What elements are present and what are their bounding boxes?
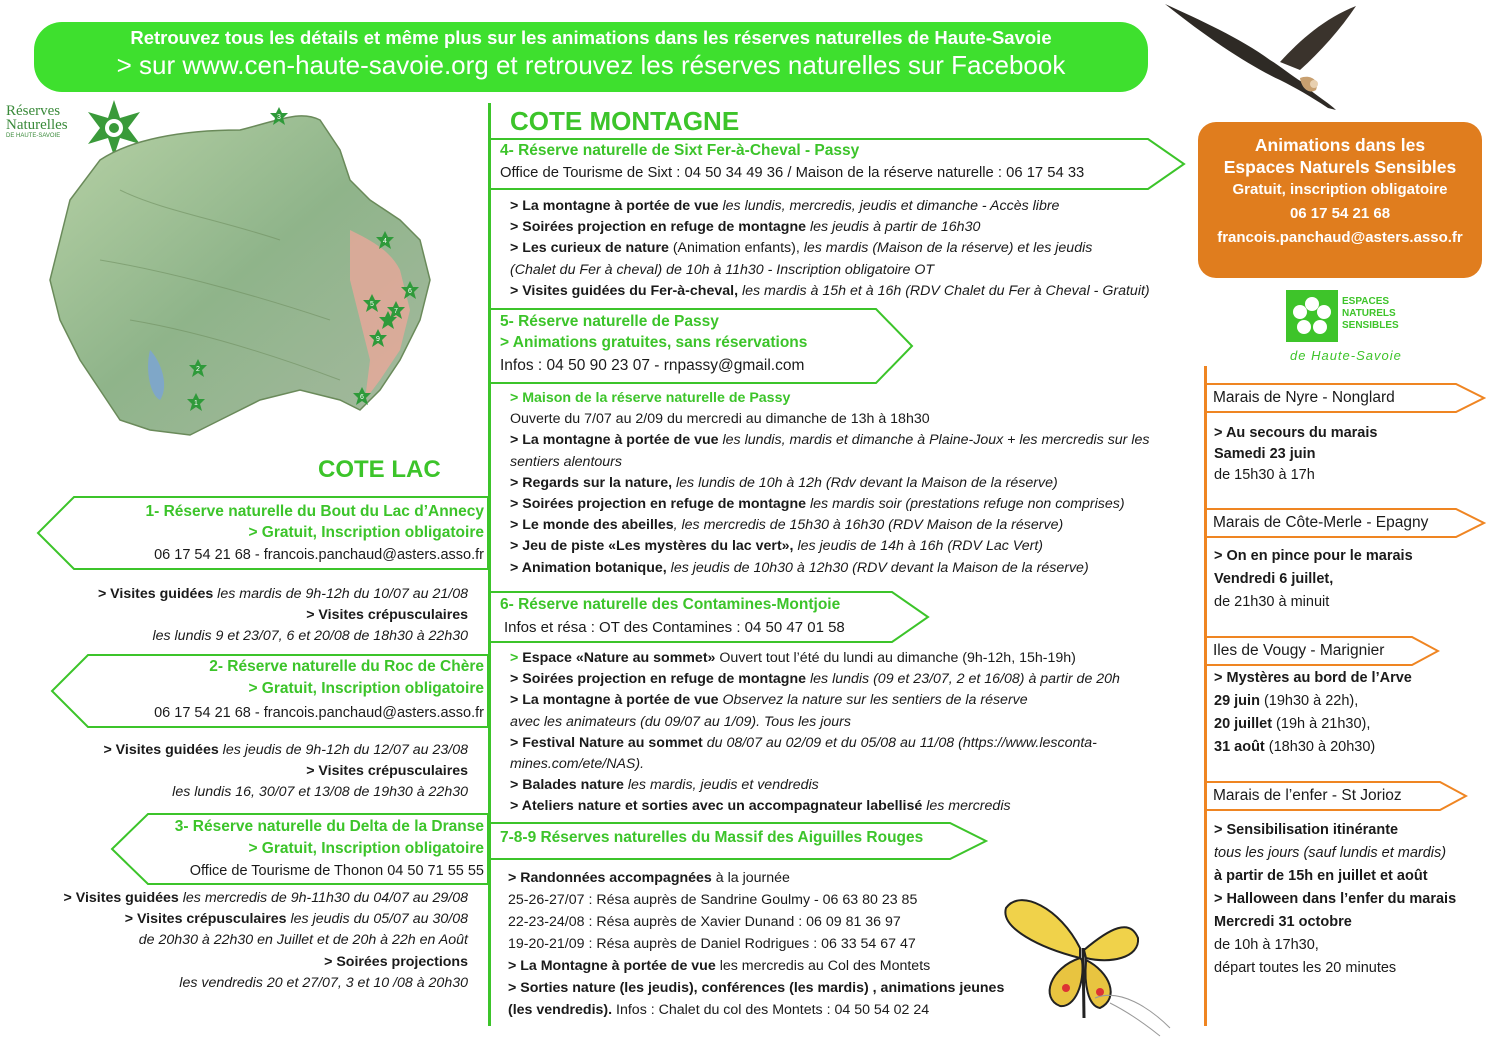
map-marker-label: 6 — [408, 288, 412, 295]
activity-text: 25-26-27/07 : Résa auprès de Sandrine Goulmy - 06 63 80 23 85 — [508, 892, 918, 908]
map-marker-label: 5 — [370, 301, 374, 308]
activity-line — [510, 430, 1149, 451]
activity-text: > Sorties nature (les jeudis), conférences (les mardis) , animations jeunes — [508, 980, 1005, 996]
activity-line — [510, 775, 1120, 796]
reserve-3-title: 3- Réserve naturelle du Delta de la Dranse — [174, 818, 484, 835]
activity-line — [1214, 842, 1456, 865]
activity-line — [508, 977, 1004, 999]
activity-line — [508, 955, 1004, 977]
swallowtail-butterfly-illustration — [1000, 888, 1190, 1038]
activity-line: > Visites crépusculaires — [306, 763, 468, 780]
reserve-4-contact: Office de Tourisme de Sixt : 04 50 34 49 36 / Maison de la réserve naturelle : 06 17 54 33 — [500, 165, 1085, 181]
activity-text: > Maison de la réserve naturelle de Passy — [510, 390, 791, 406]
top-banner — [34, 22, 1148, 92]
activity-line — [510, 733, 1120, 754]
activity-text: > Balades nature — [510, 777, 624, 794]
activity-line — [1214, 888, 1456, 911]
activity-text: de 21h30 à minuit — [1214, 594, 1330, 610]
reserve-1-activities — [98, 584, 468, 648]
map-marker-label: 1 — [194, 400, 198, 407]
reserve-1-contact: 06 17 54 21 68 - francois.panchaud@asters.asso.fr — [154, 547, 484, 563]
activity-line — [508, 911, 1004, 933]
ens-logo-line-4: de Haute-Savoie — [1290, 348, 1402, 363]
activity-text: 22-23-24/08 : Résa auprès de Xavier Dunand : 06 09 81 36 97 — [508, 914, 901, 930]
reserve-1-title: 1- Réserve naturelle du Bout du Lac d’Annecy — [145, 503, 484, 520]
activity-text: Samedi 23 juin — [1214, 446, 1316, 462]
reserve-4-header — [488, 137, 1188, 191]
marais-4-title: Marais de l’enfer - St Jorioz — [1213, 787, 1402, 804]
activity-text: > On en pince pour le marais — [1214, 548, 1413, 564]
activity-text: > Festival Nature au sommet — [510, 734, 703, 751]
activity-text: > La montagne à portée de vue — [510, 198, 719, 214]
logo-text-2: Naturelles — [6, 117, 68, 133]
activity-text: les mercredis — [922, 798, 1011, 815]
activity-text: les mardis soir (prestations refuge non comprises) — [806, 496, 1125, 513]
banner-line-1: Retrouvez tous les détails et même plus sur les animations dans les réserves naturelles de Haute-Savoie — [130, 27, 1052, 48]
map-marker-label: 9 — [376, 336, 380, 343]
activity-text: > Ateliers nature et sorties avec un accompagnateur labellisé — [510, 798, 923, 815]
activity-text: 31 août — [1214, 739, 1265, 755]
activity-text: > La Montagne à portée de vue — [508, 958, 716, 974]
activity-line — [508, 889, 1004, 911]
ens-column-divider — [1204, 366, 1207, 1026]
reserve-2-sub: > Gratuit, Inscription obligatoire — [248, 680, 484, 697]
activity-text: > Soirées projection en refuge de montagne — [510, 671, 807, 688]
activity-text: les mercredis au Col des Montets — [715, 958, 931, 974]
reserve-3-contact: Office de Tourisme de Thonon 04 50 71 55 55 — [189, 863, 484, 879]
activity-text: > Randonnées accompagnées — [508, 870, 712, 886]
activity-line — [510, 196, 1150, 217]
activity-text: tous les jours (sauf lundis et mardis) — [1214, 845, 1447, 861]
reserve-1-sub: > Gratuit, Inscription obligatoire — [248, 524, 484, 541]
activity-line — [510, 217, 1150, 238]
ens-flower-icon — [1286, 290, 1338, 342]
activity-line — [510, 281, 1150, 302]
activity-text: > Halloween dans l’enfer du marais — [1214, 891, 1457, 907]
marais-1-activities — [1214, 423, 1377, 486]
marais-1-header — [1204, 382, 1486, 414]
activity-line — [1214, 865, 1456, 888]
banner-website-line[interactable]: > sur www.cen-haute-savoie.org et retrouvez les réserves naturelles sur Facebook — [116, 50, 1066, 80]
activity-line — [510, 388, 1149, 409]
activity-line — [510, 648, 1120, 669]
activity-line: les lundis 9 et 23/07, 6 et 20/08 de 18h30 à 22h30 — [152, 628, 468, 645]
activity-line: > Visites guidées les mercredis de 9h-11h30 du 04/07 au 29/08 — [63, 890, 468, 906]
marais-3-title: Iles de Vougy - Marignier — [1213, 642, 1385, 659]
activity-line — [510, 754, 1120, 775]
ens-box-line-1: Gratuit, inscription obligatoire — [1232, 181, 1448, 198]
reserve-789-activities — [508, 867, 1004, 1021]
activity-text: > Le monde des abeilles — [510, 517, 674, 534]
activity-text: sentiers alentours — [510, 453, 622, 470]
activity-text: > Les curieux de nature — [510, 240, 669, 257]
activity-text: , les mercredis de 15h30 à 16h30 (RDV Maison de la réserve) — [673, 517, 1064, 534]
marais-3-activities — [1214, 667, 1412, 759]
activity-text: de 15h30 à 17h — [1214, 467, 1315, 483]
activity-line: > Visites crépusculaires — [306, 607, 468, 624]
activity-line — [1214, 545, 1413, 568]
activity-line — [1214, 591, 1413, 614]
activity-line — [1214, 934, 1456, 957]
activity-text: > Visites guidées du Fer-à-cheval, — [510, 282, 739, 299]
activity-text: les jeudis de 10h30 à 12h30 (RDV devant la Maison de la réserve) — [666, 559, 1089, 576]
activity-text: > Mystères au bord de l’Arve — [1214, 670, 1412, 686]
activity-line — [1214, 713, 1412, 736]
activity-text: > Sensibilisation itinérante — [1214, 822, 1399, 838]
ens-logo-line-2: NATURELS — [1342, 308, 1396, 319]
activity-text: Infos : Chalet du col des Montets : 04 50 54 02 24 — [612, 1002, 930, 1018]
logo-text-1: Réserves — [6, 103, 61, 119]
ens-logo-line-1: ESPACES — [1342, 296, 1390, 307]
ens-box-line-2: 06 17 54 21 68 — [1289, 205, 1391, 222]
reserve-2-contact: 06 17 54 21 68 - francois.panchaud@asters.asso.fr — [154, 705, 484, 721]
activity-text: (19h à 21h30), — [1272, 716, 1371, 732]
map-marker-label: 4 — [383, 238, 387, 245]
reserve-3-activities — [64, 888, 468, 994]
activity-line — [510, 690, 1120, 711]
activity-text: 20 juillet — [1214, 716, 1273, 732]
activity-line — [1214, 911, 1456, 934]
activity-text: > La montagne à portée de vue — [510, 692, 719, 709]
activity-text: les jeudis de 14h à 16h (RDV Lac Vert) — [793, 538, 1043, 555]
activity-line — [510, 796, 1120, 817]
reserve-6-contact: Infos et résa : OT des Contamines : 04 50 47 01 58 — [504, 619, 845, 636]
activity-line: les vendredis 20 et 27/07, 3 et 10 /08 à 20h30 — [179, 974, 468, 991]
activity-text: mines.com/ete/NAS). — [510, 756, 645, 773]
activity-line — [510, 494, 1149, 515]
activity-text: à la journée — [711, 870, 790, 886]
reserve-2-activities — [103, 740, 468, 804]
reserve-2-title: 2- Réserve naturelle du Roc de Chère — [209, 658, 484, 675]
activity-text: Espace «Nature au sommet» — [522, 650, 716, 666]
reserve-3-header — [108, 812, 490, 886]
activity-line — [510, 515, 1149, 536]
activity-text: les lundis (09 et 23/07, 2 et 16/08) à partir de 20h — [806, 671, 1120, 688]
activity-line — [508, 933, 1004, 955]
marais-3-header — [1204, 635, 1440, 667]
reserve-789-title: 7-8-9 Réserves naturelles du Massif des Aiguilles Rouges — [500, 829, 924, 846]
activity-line — [510, 473, 1149, 494]
reserve-5-header — [488, 307, 914, 385]
activity-text: les jeudis à partir de 16h30 — [806, 219, 981, 236]
activity-text: les lundis, mardis et dimanche à Plaine-Joux + les mercredis sur les — [718, 432, 1150, 449]
reserve-789-header — [488, 821, 988, 861]
activity-text: Mercredi 31 octobre — [1214, 914, 1352, 930]
reserve-6-title: 6- Réserve naturelle des Contamines-Montjoie — [500, 596, 841, 613]
activity-text: (Animation enfants), — [668, 240, 804, 257]
activity-line — [510, 558, 1149, 579]
marais-2-activities — [1214, 545, 1413, 614]
activity-text: les mardis (Maison de la réserve) et les jeudis — [803, 240, 1093, 257]
activity-text: les lundis de 10h à 12h (Rdv devant la Maison de la réserve) — [672, 474, 1058, 491]
activity-text: Ouverte du 7/07 au 2/09 du mercredi au dimanche de 13h à 18h30 — [510, 411, 930, 428]
activity-line: > Visites crépusculaires les jeudis du 05/07 au 30/08 — [124, 911, 468, 928]
activity-line — [510, 238, 1150, 259]
activity-line — [1214, 568, 1413, 591]
activity-text: à partir de 15h en juillet et août — [1214, 868, 1428, 884]
activity-line — [510, 712, 1120, 733]
reserve-2-header — [48, 653, 490, 729]
activity-line: > Soirées projections — [324, 953, 468, 970]
marais-4-header — [1204, 780, 1468, 812]
reserve-4-activities — [510, 196, 1150, 302]
activity-text: 19-20-21/09 : Résa auprès de Daniel Rodrigues : 06 33 54 67 47 — [508, 936, 916, 952]
cote-lac-title: COTE LAC — [318, 456, 441, 483]
reserve-6-activities — [510, 648, 1120, 818]
activity-text: Ouvert tout l’été du lundi au dimanche (9h-12h, 15h-19h) — [715, 650, 1076, 666]
activity-text: > La montagne à portée de vue — [510, 432, 719, 449]
map-marker-label: 3 — [277, 114, 281, 121]
map-marker-label: 6 — [360, 394, 364, 401]
activity-line — [510, 452, 1149, 473]
activity-text: > Au secours du marais — [1214, 425, 1378, 441]
activity-text: avec les animateurs (du 09/07 au 1/09). Tous les jours — [510, 713, 851, 730]
reserve-5-title: 5- Réserve naturelle de Passy — [500, 313, 719, 330]
activity-line — [510, 536, 1149, 557]
activity-line — [1214, 736, 1412, 759]
activity-line — [510, 669, 1120, 690]
map-marker-label: 7 — [394, 308, 398, 315]
activity-text: les lundis, mercredis, jeudis et dimanche - Accès libre — [718, 198, 1060, 214]
activity-text: > Regards sur la nature, — [510, 474, 673, 491]
reserve-4-title: 4- Réserve naturelle de Sixt Fer-à-Cheval - Passy — [500, 142, 860, 159]
activity-text: du 08/07 au 02/09 et du 05/08 au 11/08 (https://www.lesconta- — [702, 734, 1097, 751]
activity-text: départ toutes les 20 minutes — [1214, 960, 1397, 976]
activity-line: > Visites guidées les jeudis de 9h-12h du 12/07 au 23/08 — [103, 742, 468, 758]
activity-line: de 20h30 à 22h30 en Juillet et de 20h à 22h en Août — [138, 932, 468, 949]
activity-line — [508, 867, 1004, 889]
reserve-5-sub: > Animations gratuites, sans réservations — [500, 334, 808, 351]
activity-line — [1214, 667, 1412, 690]
ens-logo — [1284, 290, 1424, 364]
activity-line: > Visites guidées les mardis de 9h-12h du 10/07 au 21/08 — [97, 586, 468, 602]
activity-text: (18h30 à 20h30) — [1264, 739, 1376, 755]
logo-text-3: DE HAUTE-SAVOIE — [6, 133, 61, 139]
activity-line — [1214, 819, 1456, 842]
reserve-5-activities — [510, 388, 1149, 579]
marais-4-activities — [1214, 819, 1456, 980]
marais-2-title: Marais de Côte-Merle - Epagny — [1213, 514, 1429, 531]
activity-text: (les vendredis). — [508, 1002, 613, 1018]
activity-text: (19h30 à 22h), — [1259, 693, 1359, 709]
activity-line — [1214, 957, 1456, 980]
reserve-5-contact: Infos : 04 50 90 23 07 - rnpassy@gmail.com — [500, 357, 805, 374]
activity-text: > — [510, 650, 523, 666]
activity-line — [1214, 690, 1412, 713]
activity-text: les mardis à 15h et à 16h (RDV Chalet du Fer à Cheval - Gratuit) — [738, 282, 1150, 299]
activity-line — [510, 260, 1150, 281]
activity-text: > Soirées projection en refuge de montagne — [510, 496, 807, 513]
activity-text: > Jeu de piste «Les mystères du lac vert», — [510, 538, 794, 555]
reserve-6-header — [488, 590, 930, 644]
marais-2-header — [1204, 507, 1486, 539]
activity-text: (Chalet du Fer à cheval) de 10h à 11h30 - Inscription obligatoire OT — [510, 261, 935, 278]
ens-box-title-2: Espaces Naturels Sensibles — [1223, 157, 1457, 177]
ens-info-box — [1198, 122, 1482, 278]
ens-logo-line-3: SENSIBLES — [1342, 320, 1399, 331]
activity-text: > Animation botanique, — [510, 559, 667, 576]
activity-line — [508, 999, 1004, 1021]
ens-box-title-1: Animations dans les — [1254, 135, 1426, 155]
activity-line: les lundis 16, 30/07 et 13/08 de 19h30 à 22h30 — [172, 784, 468, 801]
haute-savoie-map — [40, 100, 480, 440]
activity-text: les mardis, jeudis et vendredis — [623, 777, 819, 794]
activity-text: Vendredi 6 juillet, — [1214, 571, 1334, 587]
activity-text: de 10h à 17h30, — [1214, 937, 1319, 953]
reserve-3-sub: > Gratuit, Inscription obligatoire — [248, 840, 484, 857]
marais-1-title: Marais de Nyre - Nonglard — [1213, 389, 1395, 406]
cote-montagne-title: COTE MONTAGNE — [510, 106, 740, 136]
ens-box-email[interactable]: francois.panchaud@asters.asso.fr — [1217, 229, 1463, 246]
activity-line — [510, 409, 1149, 430]
bearded-vulture-illustration — [1160, 0, 1360, 112]
activity-text: Observez la nature sur les sentiers de la réserve — [718, 692, 1028, 709]
activity-text: > Soirées projection en refuge de montagne — [510, 219, 807, 236]
activity-line — [1214, 465, 1377, 486]
activity-text: 29 juin — [1214, 693, 1260, 709]
activity-line — [1214, 423, 1377, 444]
reserve-1-header — [34, 495, 490, 571]
map-marker-label: 2 — [196, 366, 200, 373]
activity-line — [1214, 444, 1377, 465]
